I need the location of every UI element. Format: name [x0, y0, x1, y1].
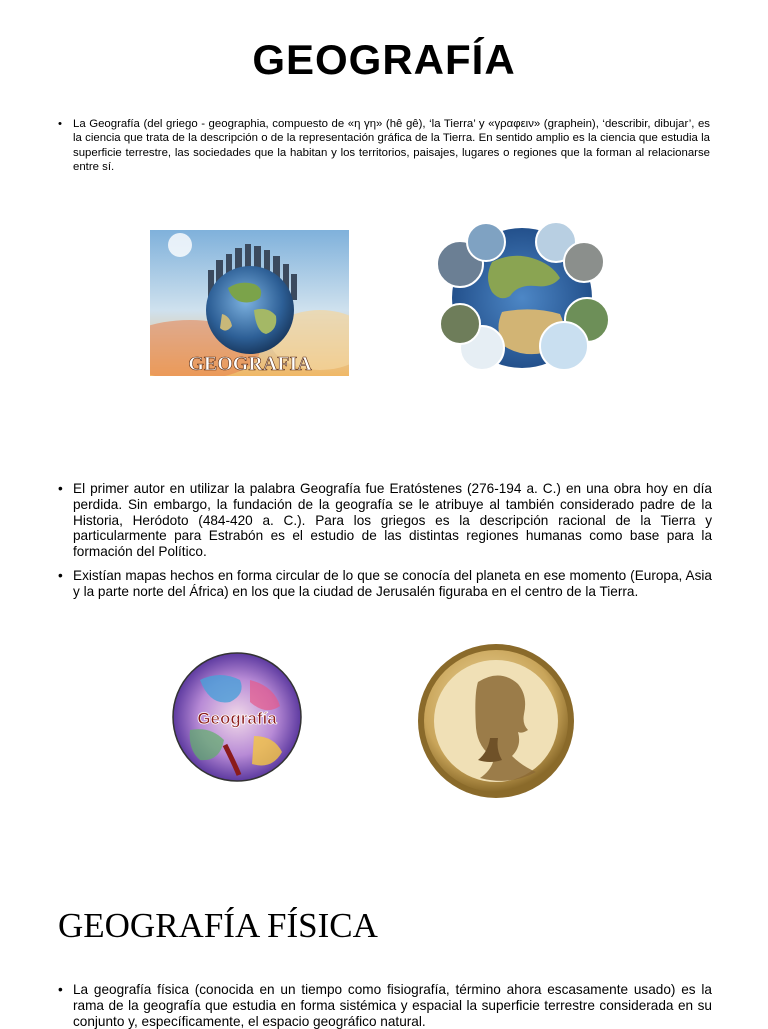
section-title-physical-geography: GEOGRAFÍA FÍSICA: [58, 906, 378, 945]
page-title: GEOGRAFÍA: [252, 36, 516, 83]
globe-banner-caption: GEOGRAFIA: [188, 353, 312, 375]
colorful-globe-caption: Geografía: [197, 709, 277, 728]
globe-city-banner-image: [150, 230, 349, 376]
list-item: • La Geografía (del griego - geographia, compuesto de «η γη» (hê gê), ‘la Tierra’ y «γραφειν» (graphein), ‘describir, dibujar’, es la ciencia que trata de la descripción o de la representación gráfica de la Tierra. En sentido amplio es la ciencia que estudia la superficie terrestre, las sociedades que la habitan y los territorios, paisajes, lugares o regiones que la forman al relacionarse entre sí.: [58, 117, 710, 174]
europe-globe-collage-image: [432, 222, 612, 374]
intro-bullet-list: [58, 117, 710, 174]
history-bullet-list: [58, 481, 712, 608]
colorful-globe-image: [170, 650, 304, 784]
list-item: • La geografía física (conocida en un tiempo como fisiografía, término ahora escasamente usado) es la rama de la geografía que estudia en forma sistémica y espacial la superficie terrestre considerada en su conjunto y, específicamente, el espacio geográfico natural.: [58, 982, 712, 1029]
physical-geography-bullet-list: [58, 982, 712, 1029]
list-item: • Existían mapas hechos en forma circular de lo que se conocía del planeta en ese momento (Europa, Asia y la parte norte del África) en los que la ciudad de Jerusalén figuraba en el centro de la Tierra.: [58, 568, 712, 600]
list-item: • El primer autor en utilizar la palabra Geografía fue Eratóstenes (276-194 a. C.) en una obra hoy en día perdida. Sin embargo, la fundación de la geografía se le atribuye al también considerado padre de la Historia, Heródoto (484-420 a. C.). Para los griegos es la descripción racional de la Tierra y particularmente para Estrabón es el estudio de las distintas regiones humanas como base para la formación del Político.: [58, 481, 712, 560]
eratosthenes-medallion-image: [416, 642, 576, 800]
